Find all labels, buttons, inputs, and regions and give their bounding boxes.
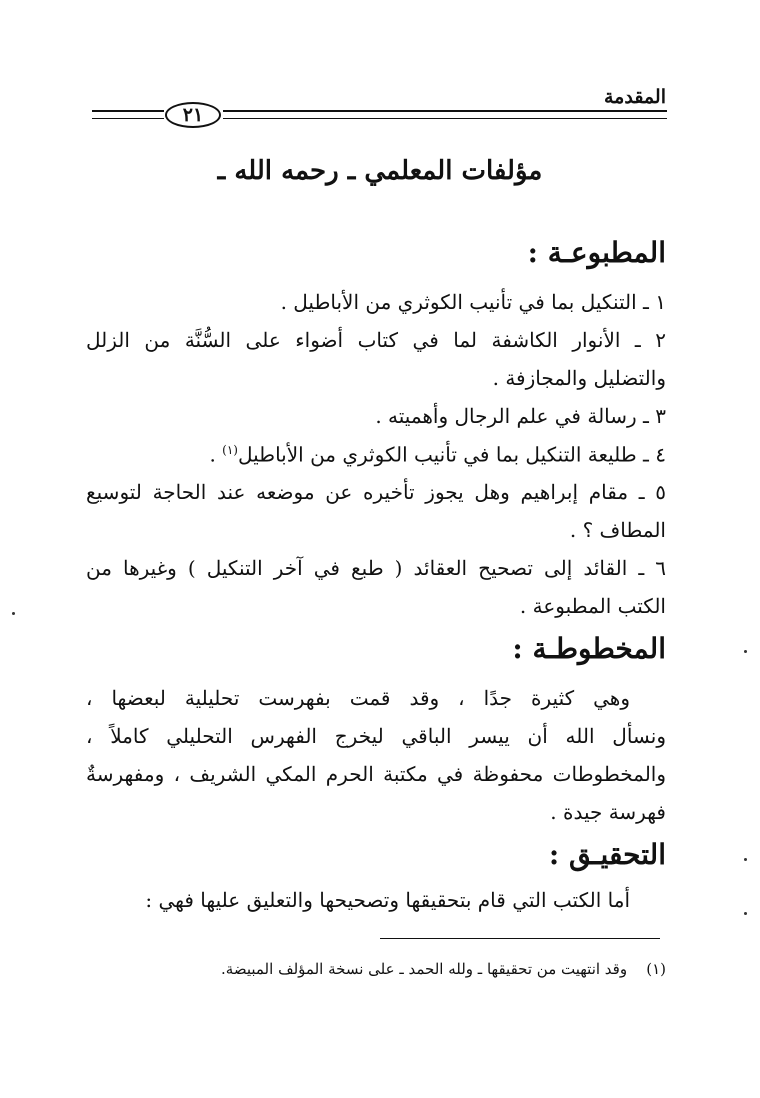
header-rule-right-thin (223, 118, 667, 119)
section-heading-manuscripts: المخطوطـة : (512, 632, 666, 665)
printed-item-6: ٦ ـ القائد إلى تصحيح العقائد ( طبع في آخر التنكيل ) وغيرها من (86, 556, 666, 580)
footnote-ref: (١) (222, 443, 238, 457)
page-number (165, 102, 221, 128)
footnote (221, 960, 666, 978)
section-heading-verification: التحقيـق : (548, 838, 666, 871)
manuscripts-line-1: وهي كثيرة جدًا ، وقد قمت بفهرست تحليلية لبعضها ، (86, 686, 630, 710)
scan-speck (744, 858, 747, 861)
scan-speck (12, 612, 15, 615)
printed-item-4-tail: . (209, 442, 223, 467)
printed-item-2: ٢ ـ الأنوار الكاشفة لما في كتاب أضواء على السُّنَّة من الزلل (86, 328, 666, 352)
footnote-text: وقد انتهيت من تحقيقها ـ ولله الحمد ـ على نسخة المؤلف المبيضة. (221, 960, 628, 978)
header-rule-left-thin (92, 118, 164, 119)
printed-item-5: ٥ ـ مقام إبراهيم وهل يجوز تأخيره عن موضعه عند الحاجة لتوسيع (86, 480, 666, 504)
manuscripts-line-2: ونسأل الله أن ييسر الباقي ليخرج الفهرس التحليلي كاملاً ، (86, 724, 666, 748)
footnote-marker: (١) (646, 960, 666, 978)
chapter-title: مؤلفات المعلمي ـ رحمه الله ـ (217, 156, 543, 186)
header-rule-left (92, 110, 164, 112)
verification-line: أما الكتب التي قام بتحقيقها وتصحيحها والتعليق عليها فهي : (145, 888, 630, 912)
printed-item-5-cont: المطاف ؟ . (569, 518, 666, 542)
printed-item-4 (86, 444, 666, 465)
page-number-text: ٢١ (182, 104, 204, 126)
section-heading-printed: المطبوعـة : (527, 236, 666, 269)
printed-item-6-cont: الكتب المطبوعة . (519, 594, 666, 618)
printed-item-2-cont: والتضليل والمجازفة . (492, 366, 666, 390)
scan-speck (744, 650, 747, 653)
scan-speck (744, 912, 747, 915)
header-rule-right (223, 110, 667, 112)
running-title: المقدمة (603, 86, 666, 108)
footnote-rule (380, 938, 660, 939)
printed-item-3: ٣ ـ رسالة في علم الرجال وأهميته . (375, 404, 666, 428)
manuscripts-line-3: والمخطوطات محفوظة في مكتبة الحرم المكي الشريف ، ومفهرسةٌ (86, 762, 666, 786)
printed-item-4-text: ٤ ـ طليعة التنكيل بما في تأنيب الكوثري من الأباطيل (237, 442, 666, 467)
printed-item-1: ١ ـ التنكيل بما في تأنيب الكوثري من الأباطيل . (280, 290, 666, 314)
manuscripts-line-4: فهرسة جيدة . (550, 800, 666, 824)
